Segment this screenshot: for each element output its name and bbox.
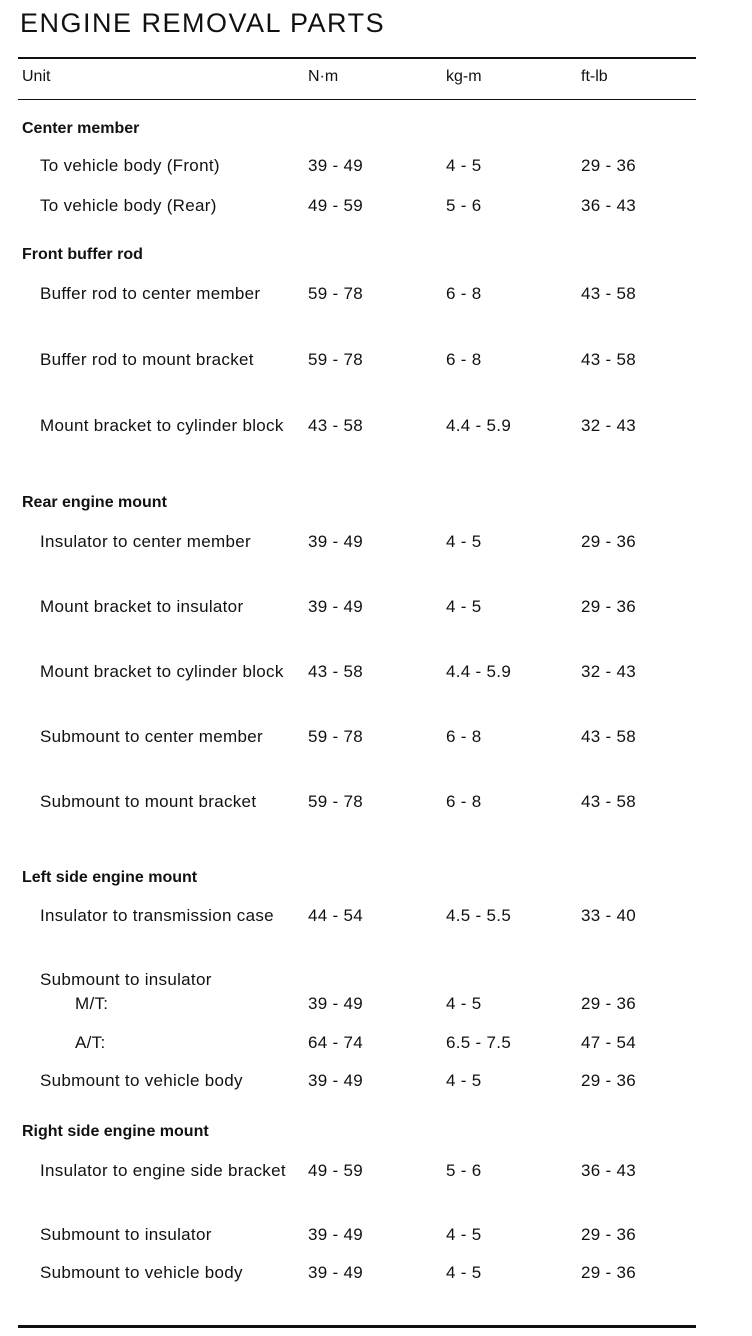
value-ftlb: 32 - 43: [581, 416, 637, 435]
header-rule: [18, 99, 696, 100]
value-ftlb: 43 - 58: [581, 792, 637, 811]
row-label: Mount bracket to insulator: [40, 597, 244, 616]
value-kgm: 4 - 5: [446, 1263, 482, 1282]
value-ftlb: 29 - 36: [581, 994, 637, 1013]
value-ftlb: 29 - 36: [581, 1225, 637, 1244]
value-kgm: 6 - 8: [446, 284, 482, 303]
value-nm: 39 - 49: [308, 1071, 364, 1090]
value-ftlb: 32 - 43: [581, 662, 637, 681]
value-nm: 44 - 54: [308, 906, 364, 925]
value-nm: 49 - 59: [308, 1161, 364, 1180]
value-ftlb: 36 - 43: [581, 196, 637, 215]
value-kgm: 6.5 - 7.5: [446, 1033, 512, 1052]
value-nm: 39 - 49: [308, 532, 364, 551]
row-label: To vehicle body (Front): [40, 156, 220, 175]
bottom-rule: [18, 1325, 696, 1328]
value-nm: 43 - 58: [308, 662, 364, 681]
value-kgm: 6 - 8: [446, 350, 482, 369]
header-kgm: kg-m: [446, 68, 482, 85]
value-kgm: 4 - 5: [446, 532, 482, 551]
value-ftlb: 29 - 36: [581, 532, 637, 551]
row-label: Buffer rod to center member: [40, 284, 261, 303]
value-nm: 39 - 49: [308, 994, 364, 1013]
top-rule: [18, 57, 696, 59]
value-nm: 39 - 49: [308, 1225, 364, 1244]
value-kgm: 6 - 8: [446, 792, 482, 811]
row-label: Mount bracket to cylinder block: [40, 662, 284, 681]
page-title: ENGINE REMOVAL PARTS: [20, 8, 386, 38]
row-label: Submount to center member: [40, 727, 263, 746]
section-center-member: Center member: [22, 120, 140, 137]
value-nm: 43 - 58: [308, 416, 364, 435]
value-kgm: 4 - 5: [446, 994, 482, 1013]
value-kgm: 4 - 5: [446, 1071, 482, 1090]
value-kgm: 4 - 5: [446, 597, 482, 616]
value-kgm: 5 - 6: [446, 1161, 482, 1180]
section-front-buffer-rod: Front buffer rod: [22, 246, 143, 263]
value-ftlb: 29 - 36: [581, 156, 637, 175]
header-nm: N·m: [308, 68, 339, 85]
value-ftlb: 29 - 36: [581, 597, 637, 616]
section-rear-engine-mount: Rear engine mount: [22, 494, 167, 511]
row-label: Submount to vehicle body: [40, 1263, 243, 1282]
row-label: A/T:: [75, 1033, 106, 1052]
value-kgm: 4.4 - 5.9: [446, 662, 512, 681]
value-kgm: 6 - 8: [446, 727, 482, 746]
value-ftlb: 43 - 58: [581, 727, 637, 746]
section-right-side-engine-mount: Right side engine mount: [22, 1123, 209, 1140]
value-nm: 59 - 78: [308, 350, 364, 369]
header-ftlb: ft-lb: [581, 68, 608, 85]
value-nm: 39 - 49: [308, 597, 364, 616]
value-ftlb: 43 - 58: [581, 350, 637, 369]
value-kgm: 4 - 5: [446, 156, 482, 175]
header-unit: Unit: [22, 68, 51, 85]
row-label: Buffer rod to mount bracket: [40, 350, 254, 369]
row-label: Insulator to transmission case: [40, 906, 274, 925]
row-label: To vehicle body (Rear): [40, 196, 217, 215]
row-label: Mount bracket to cylinder block: [40, 416, 284, 435]
value-kgm: 4.5 - 5.5: [446, 906, 512, 925]
value-nm: 59 - 78: [308, 792, 364, 811]
row-label: M/T:: [75, 994, 109, 1013]
value-ftlb: 36 - 43: [581, 1161, 637, 1180]
value-nm: 39 - 49: [308, 156, 364, 175]
value-nm: 49 - 59: [308, 196, 364, 215]
section-left-side-engine-mount: Left side engine mount: [22, 869, 198, 886]
value-ftlb: 29 - 36: [581, 1263, 637, 1282]
value-ftlb: 47 - 54: [581, 1033, 637, 1052]
value-ftlb: 33 - 40: [581, 906, 637, 925]
value-nm: 64 - 74: [308, 1033, 364, 1052]
row-label: Insulator to center member: [40, 532, 251, 551]
value-kgm: 5 - 6: [446, 196, 482, 215]
row-label: Submount to insulator: [40, 1225, 212, 1244]
value-nm: 59 - 78: [308, 727, 364, 746]
row-label: Submount to mount bracket: [40, 792, 257, 811]
value-nm: 59 - 78: [308, 284, 364, 303]
value-kgm: 4 - 5: [446, 1225, 482, 1244]
value-ftlb: 29 - 36: [581, 1071, 637, 1090]
value-nm: 39 - 49: [308, 1263, 364, 1282]
value-kgm: 4.4 - 5.9: [446, 416, 512, 435]
row-label: Insulator to engine side bracket: [40, 1161, 286, 1180]
value-ftlb: 43 - 58: [581, 284, 637, 303]
row-label: Submount to insulator: [40, 970, 212, 989]
row-label: Submount to vehicle body: [40, 1071, 243, 1090]
